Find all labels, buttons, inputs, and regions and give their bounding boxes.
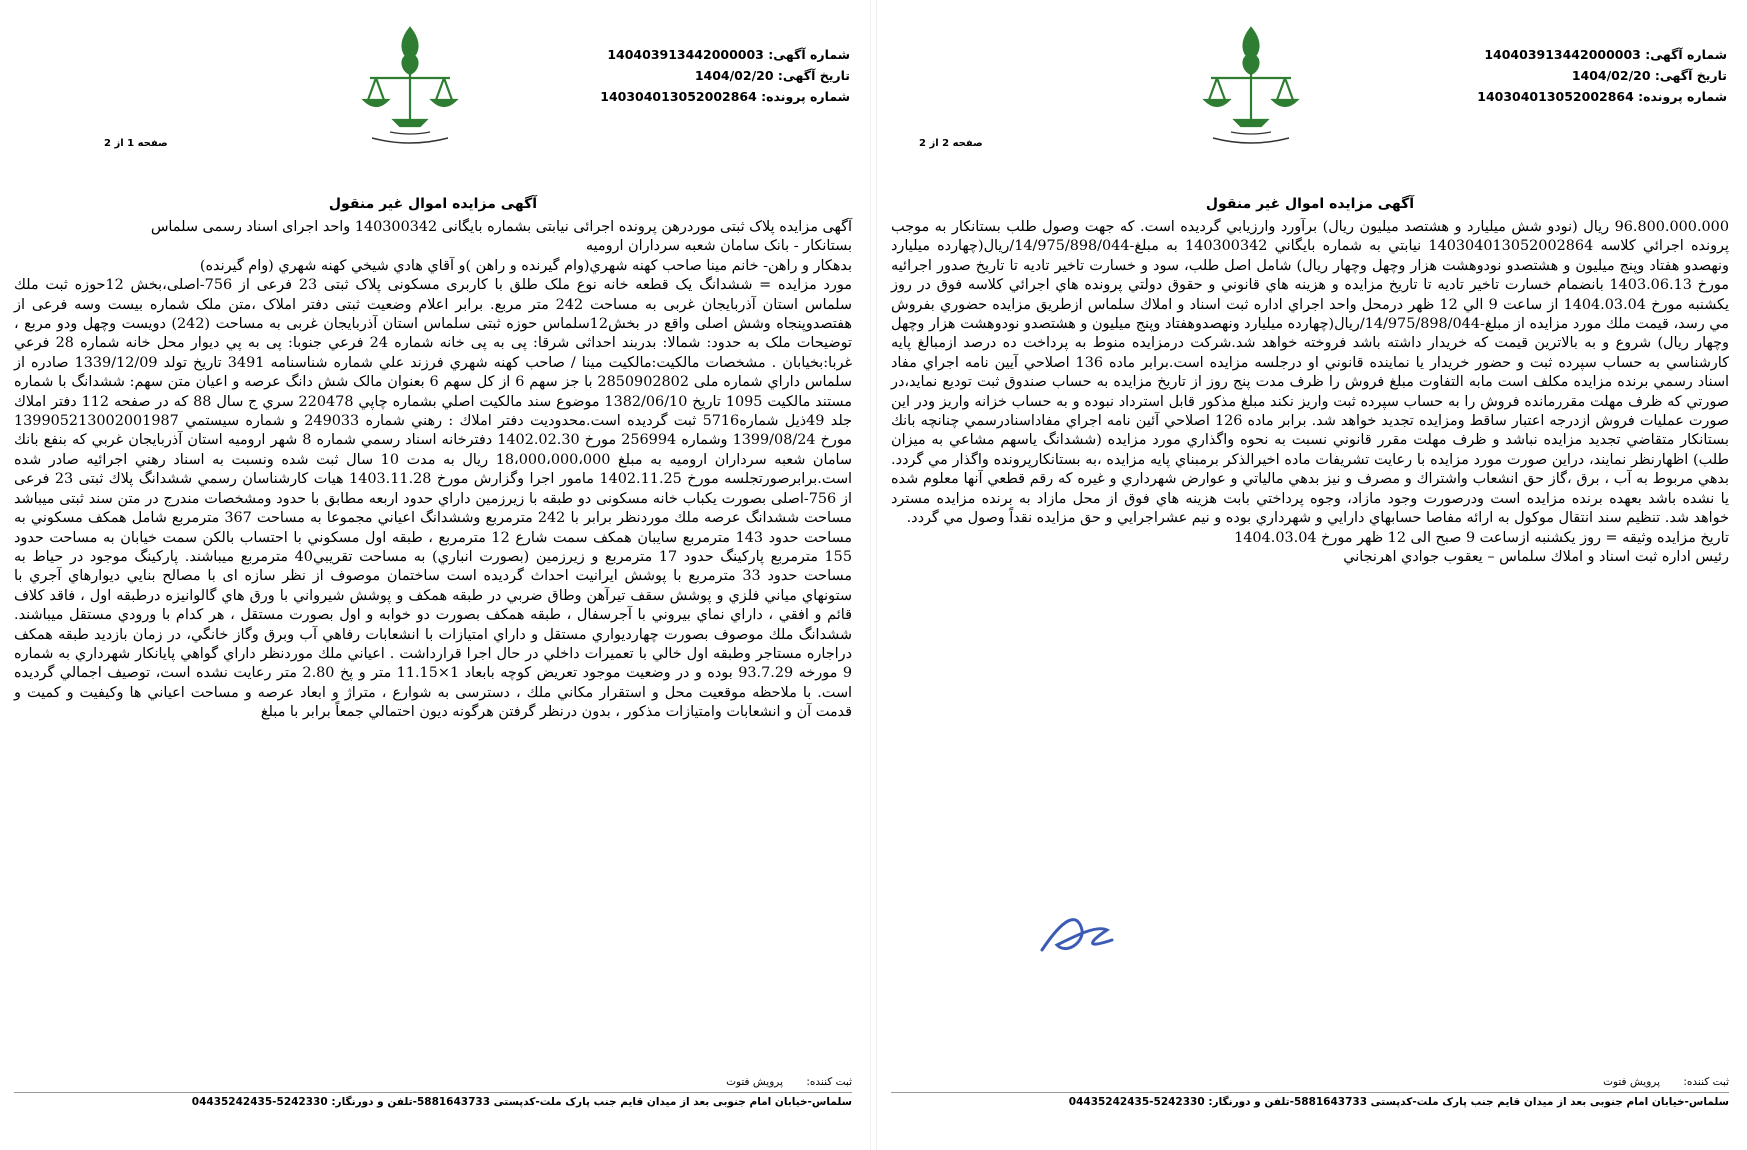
registrar-line [891, 1075, 1729, 1090]
auction-date: تاريخ مزايده وثيقه = روز يكشنبه ازساعت 9 صبح الی 12 ظهر مورخ 1404.03.04 [1234, 529, 1729, 546]
case-number: شماره پرونده: 140304013052002864 [1477, 89, 1727, 104]
ad-date: تاریخ آگهی: 1404/02/20 [1571, 68, 1727, 83]
ad-number: شماره آگهی: 140403913442000003 [1484, 47, 1727, 62]
ad-paragraph: بدهکار و راهن- خانم مینا صاحب کهنه شهري(وام گیرنده و راهن )و آقاي هادي شیخي کهنه شهري (وام گیرنده) [199, 257, 852, 274]
ad-date: تاریخ آگهی: 1404/02/20 [694, 68, 850, 83]
ad-title: آگهی مزایده اموال غیر منقول [1205, 196, 1415, 212]
case-number: شماره پرونده: 140304013052002864 [600, 89, 850, 104]
page-indicator: صفحه 2 از 2 [919, 138, 983, 149]
document-page-2 [876, 0, 1743, 1150]
page-footer [891, 1075, 1729, 1110]
ad-paragraph: مورد مزایده = ششدانگ یک قطعه خانه نوع ملک طلق با کاربری مسکونی پلاک ثبتی 23 فرعی از 756-اصلی،بخش 12حوزه ثبت ملك سلماس استان آذربایجان غربی به مساحت 242 متر مربع. برابر اعلام وضعیت ثبتی دفتر املاک ،متن ملک شماره بیست وسه فرعی از هفتصدوپنجاه وشش اصلی واقع در بخش12سلماس حوزه ثبتی سلماس استان آذربایجان غربی به مساحت (242) دویست وچهل ودو مربع ، توضیحات ملک به حدود: شمالا: بدربند احداثی شرقا: پی به پی خانه شماره 24 فرعي جنوبا: پی به پي ديوار محل خانه شماره 28 فرعي غربا:بخيابان . مشخصات مالکیت:مالکیت مینا / صاحب کهنه شهري فرزند علي شماره شناسنامه 3491 تاريخ تولد 1339/12/09 صادره از سلماس داراي شماره ملی 2850902802 با جز سهم 6 از کل سهم 6 بعنوان مالک شش دانگ عرصه و اعيان متن سهم: ششدانگ با شماره مستند مالكيت 1095 تاريخ 1382/06/10 موضوع سند مالكيت اصلي بشماره چاپي 220478 سري ج سال 88 كه در صفحه 112 دفتر املاك جلد 49ذيل شماره5716 ثبت گرديده است.محدوديت دفتر املاك : رهني شماره 249033 و شماره سيستمي 139905213002001987 مورخ 1399/08/24 وشماره 256994 مورخ 1402.02.30 دفترخانه اسناد رسمي شماره 8 شهر اروميه استان آذربایجان غربي كه بنفع بانك سامان شعبه سرداران اروميه به مبلغ 18،000،000،000 ريال به مدت 10 سال ثبت شده ونسبت به اسناد رهني اجرائيه صادر شده است.برابرصورتجلسه مورخ 1402.11.25 مامور اجرا وگزارش مورخ 1403.11.28 هيات كارشناسان رسمي ششدانگ پلاك ثبتی 23 فرعی از 756-اصلی بصورت یکباب خانه مسکونی دو طبقه با زیرزمین داراي حدود اربعه مطابق با حدود ومشخصات مندرج در متن سند ثبتی ميباشد مساحت ششدانگ عرصه ملك موردنظر برابر با 242 مترمربع وششدانگ اعياني مجموعا به مساحت 367 مترمربع شامل همكف مسكوني به مساحت حدود 143 مترمربع سایبان همكف سمت شارع 12 مترمربع ، طبقه اول مسكوني با احتساب بالكن سمت خیابان به مساحت حدود 155 مترمربع پاركينگ حدود 17 مترمربع و زیرزمین (بصورت انباري) به مساحت تقريبي40 مترمربع ميباشند. پاركينگ موجود در حياط به مساحت حدود 33 مترمربع با پوشش ايرانيت احداث گرديده است ساختمان موصوف از نظر سازه ای با مصالح بنايي ديوارهاي آجري با ستونهاي مياني فلزي و پوشش سقف تيرآهن وطاق ضربي در طبقه همكف و پوشش شيرواني با ورق هاي گالوانيزه درطبقه اول ، فاقد كلاف قائم و افقي ، داراي نماي بيروني با آجرسفال ، طبقه همكف بصورت دو خوابه و اول بصورت مستقل ، هر كدام با ورودي مستقل ميباشند. ششدانگ ملك موصوف بصورت چهارديواري مستقل و داراي امتيازات با انشعابات رفاهي آب وبرق وگاز خانگي، در زمان بازديد طبقه همكف دراجاره مستاجر وطبقه اول خالي با تعميرات داخلي در حال اجرا قرارداشت . اعياني ملك موردنظر داراي گواهي پايانكار شهرداري به شماره 9 مورخه 93.7.29 بوده و در وضعيت موجود تعريض كوچه بابعاد 1×11.15 متر و پخ 2.80 متر رعايت نشده است، توصيف اجمالي گرديده است. با ملاحظه موقعيت محل و استقرار مكاني ملك ، دسترسی به شوارع ، متراژ و ابعاد عرصه و مساحت اعياني ها وكيفيت و كميت و قدمت آن و انشعابات وامتيازات مذكور ، بدون درنظر گرفتن هرگونه ديون احتمالي جمعاً برابر با مبلغ [14, 277, 853, 721]
ad-body [14, 218, 852, 723]
registrar-name: پرویش فتوت [1603, 1076, 1660, 1088]
ad-paragraph: 96.800.000.000 ريال (نودو شش میلیارد و هشتصد میلیون ريال) برآورد وارزيابي گرديده است. كه جهت وصول طلب بستانكار به موجب پرونده اجرائي كلاسه 140304013052002864 نيابتي به شماره بايگاني 140300342 به مبلغ-14/975/898/044/ريال(چهارده ميليارد ونهصدو هفتاد وپنج ميليون و هشتصدو نودوهشت هزار وچهل وچهار ريال) شامل اصل طلب، سود و خسارت تاخير تاديه تا تاريخ صدور اجرائيه مورخ 1403.06.13 بانضمام خسارت تاخير تاديه تا تاريخ مزايده و هزينه هاي قانوني و حقوق دولتي پرونده هاي اجرائي كلاسه فوق در روز يكشنبه مورخ 1404.03.04 از ساعت 9 الي 12 ظهر درمحل واحد اجراي اداره ثبت اسناد و املاك سلماس ازطريق مزايده حضوري بفروش مي رسد، قيمت ملك مورد مزايده از مبلغ-14/975/898/044/ريال(چهارده ميليارد ونهصدوهفتاد وپنج ميليون و هشتصدو نودوهشت هزار وچهل وچهار ريال) شروع و به بالاترين قيمت كه خريدار داشته باشد فروخته خواهد شد.شركت درمزايده منوط به پرداخت ده درصد ازمبالغ پايه كارشناسي به حساب سپرده ثبت و حضور خريدار يا نماينده قانوني او درجلسه مزايده است.برابر ماده 136 اصلاحي آيين نامه اجراي مفاد اسناد رسمي برنده مزايده مكلف است مابه التفاوت مبلغ فروش را ظرف مدت پنج روز از تاريخ مزايده به حساب صندوق ثبت توديع نمايد،در صورتي كه ظرف مهلت مقررمانده فروش را به حساب سپرده ثبت واريز نكند مبلغ مذكور قابل استرداد نبوده و به حساب خزانه واريز ودر اين صورت عمليات فروش ازدرجه اعتبار ساقط ومزايده تجديد خواهد شد. برابر ماده 126 اصلاحي آئين نامه اجراي مفاداسنادرسمي چنانچه بانك بستانكار متقاضي تجديد مزايده نباشد و ظرف مهلت مقرر قانوني نسبت به نحوه واگذاري مورد مزايده (ششدانگ ياسهم مشاعي به ميزان طلب) اظهارنظر نمايند، دراين صورت مورد مزايده با رعايت تشريفات ماده اخيرالذكر برمبناي پايه مزايده ،به بستانكارپرونده واگذار مي گردد. بدهي مربوط به آب ، برق ،گاز حق انشعاب واشتراك و مصرف و نيز بدهي مالياتي و عوارض شهرداري و غيره كه رقم قطعي آنها معلوم شده يا نشده باشد بعهده برنده مزايده است ودرصورت وجود مازاد، وجوه پرداختي بابت هزينه هاي فوق از محل مازاد به برنده مزايده مسترد خواهد شد. تنظيم سند انتقال موكول به ارائه مفاصا حسابهاي دارايي و شهرداري بوده و نيم عشراجرايي و حق مزايده نقداً وصول مي گردد. [891, 219, 1730, 527]
ad-paragraph: بستانکار - بانک سامان شعبه سرداران ارومیه [585, 238, 852, 255]
judiciary-emblem-logo [1191, 20, 1311, 150]
office-address: سلماس-خیابان امام جنوبی بعد از میدان قایم جنب پارک ملت-کدپستی 5881643733-تلفن و دورنگار: 5242330-04435242435 [1068, 1096, 1729, 1108]
page-indicator: صفحه 1 از 2 [104, 138, 168, 149]
ad-paragraph: آگهی مزایده پلاک ثبتی موردرهن پرونده اجرائی نیابتی بشماره بایگانی 140300342 واحد اجرای اسناد رسمی سلماس [150, 219, 852, 235]
footer-rule [891, 1092, 1729, 1093]
registrar-label: ثبت کننده: [806, 1076, 852, 1088]
ad-meta [1457, 44, 1727, 107]
page-footer [14, 1075, 852, 1110]
scales-of-justice-icon [350, 20, 470, 150]
ad-number: شماره آگهی: 140403913442000003 [607, 47, 850, 62]
registrar-line [14, 1075, 852, 1090]
document-page-1 [0, 0, 866, 1150]
registrar-label: ثبت کننده: [1683, 1076, 1729, 1088]
page-divider [870, 0, 871, 1150]
handwritten-signature [1022, 900, 1132, 970]
ad-title: آگهی مزایده اموال غیر منقول [328, 196, 538, 212]
ad-body [891, 218, 1729, 567]
footer-rule [14, 1092, 852, 1093]
signatory: رئيس اداره ثبت اسناد و املاك سلماس – يعقوب جوادي اهرنجاني [1343, 548, 1729, 565]
office-address: سلماس-خیابان امام جنوبی بعد از میدان قایم جنب پارک ملت-کدپستی 5881643733-تلفن و دورنگار: 5242330-04435242435 [191, 1096, 852, 1108]
judiciary-emblem-logo [350, 20, 470, 150]
registrar-name: پرویش فتوت [726, 1076, 783, 1088]
scales-of-justice-icon [1191, 20, 1311, 150]
ad-meta [580, 44, 850, 107]
